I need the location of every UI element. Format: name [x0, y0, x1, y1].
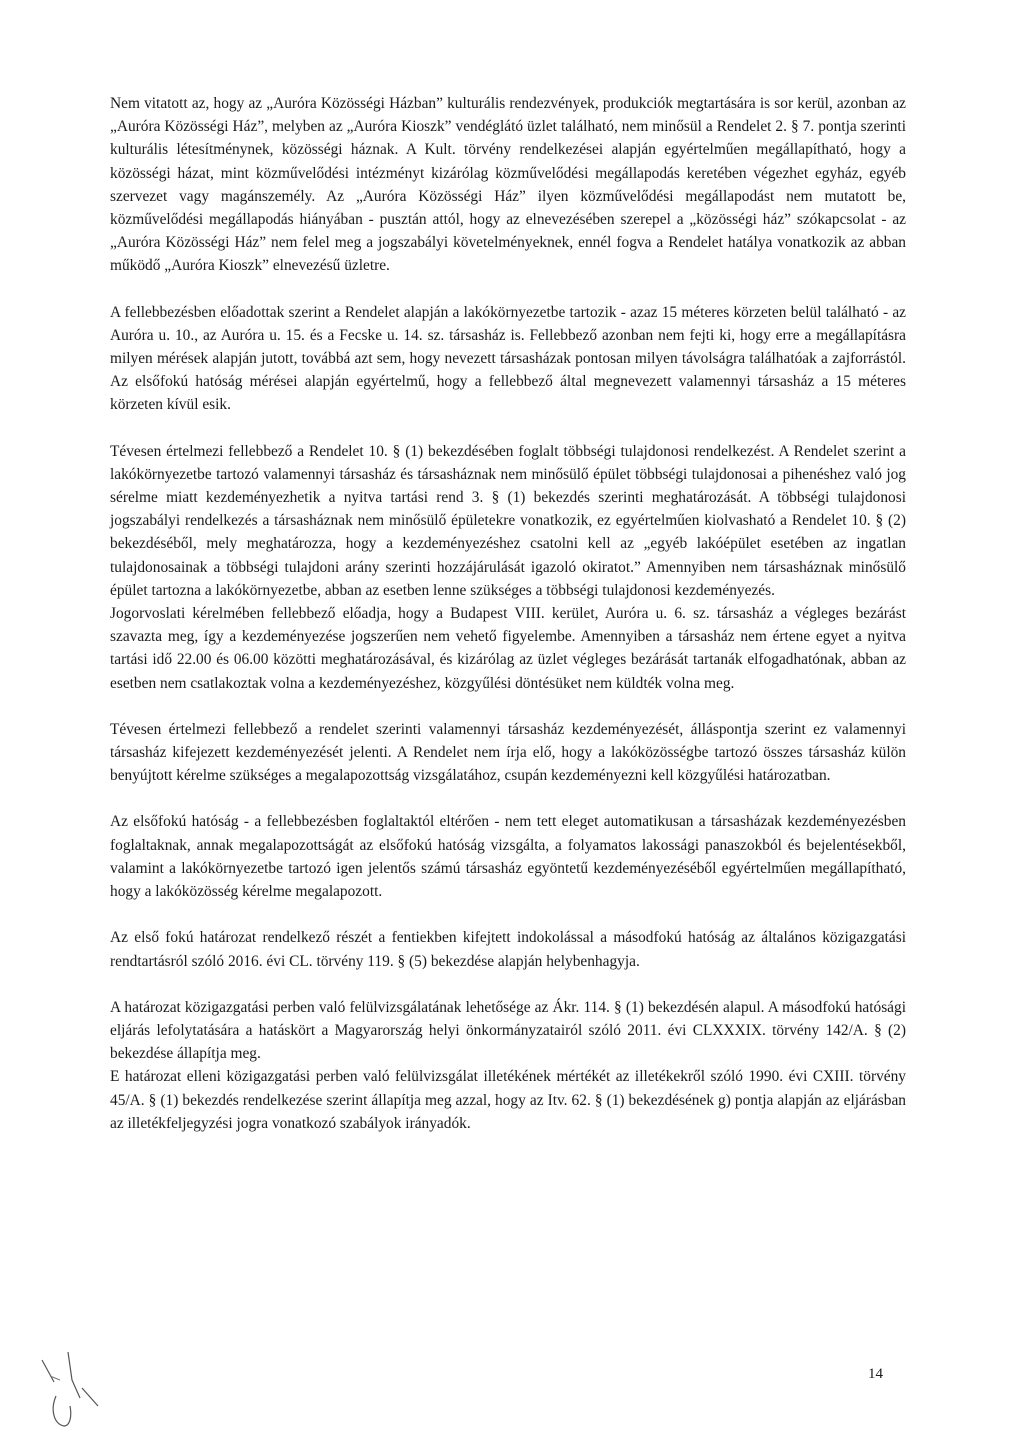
- paragraph-tobbsegi-tulajdonos: Tévesen értelmezi fellebbező a Rendelet 10. § (1) bekezdésében foglalt többségi tulajdonosi rendelkezést. A Rendelet szerint a lakókörnyezetbe tartozó valamennyi társasház és társasháznak nem minősülő épület többségi tulajdonosai a pihenéshez való jog sérelme miatt kezdeményezhetik a nyitva tartási rend 3. § (1) bekezdés szerinti meghatározását. A többségi tulajdonosi jogszabályi rendelkezés a társasháznak nem minősülő épületekre vonatkozik, ez egyértelműen kiolvasható a Rendelet 10. § (2) bekezdéséből, mely meghatározza, hogy a kezdeményezéshez csatolni kell az „egyéb lakóépület esetében az ingatlan tulajdonosainak a többségi tulajdoni arány szerinti hozzájárulását igazoló okiratot.” Amennyiben nem társasháznak minősülő épület tartozna a lakókörnyezetbe, abban az esetben lenne szükséges a többségi tulajdonosi kezdeményezés.: [110, 442, 906, 599]
- document-body: [110, 92, 906, 1135]
- paragraph-elsofoku-hatosag: Az elsőfokú hatóság - a fellebbezésben foglaltaktól eltérően - nem tett eleget automatikusan a társasházak kezdeményezésben foglaltaknak, annak megalapozottságát az elsőfokú hatóság vizsgálta, a folyamatos lakossági panaszokból és bejelentésekből, valamint a lakókörnyezetbe tartozó igen jelentős számú társasház egyöntetű kezdeményezéséből egyértelműen megállapítható, hogy a lakóközösség kérelme megalapozott.: [110, 813, 906, 901]
- paragraph-kulturalis-letesitmeny: Nem vitatott az, hogy az „Auróra Közösségi Házban” kulturális rendezvények, produkciók megtartására is sor kerül, azonban az „Auróra Közösségi Ház”, melyben az „Auróra Kioszk” vendéglátó üzlet található, nem minősül a Rendelet 2. § 7. pontja szerinti kulturális létesítménynek, közösségi háznak. A Kult. törvény rendelkezései alapján egyértelműen megállapítható, hogy a közösségi házat, mint közművelődési intézményt kizárólag közművelődési megállapodás keretében végezhet egyház, egyéb szervezet vagy magánszemély. Az „Auróra Közösségi Ház” ilyen közművelődési megállapodást nem mutatott be, közművelődési megállapodás hiányában - pusztán attól, hogy az elnevezésében szerepel a „közösségi ház” szókapcsolat - az „Auróra Közösségi Ház” nem felel meg a jogszabályi követelményeknek, ennél fogva a Rendelet hatálya vonatkozik az abban működő „Auróra Kioszk” elnevezésű üzletre.: [110, 95, 906, 275]
- paragraph-valamennyi-tarsashaz: Tévesen értelmezi fellebbező a rendelet szerinti valamennyi társasház kezdeményezését, álláspontja szerint ez valamennyi társasház kifejezett kezdeményezését jelenti. A Rendelet nem írja elő, hogy a lakóközösségbe tartozó összes társasház külön benyújtott kérelme szükséges a megalapozottság vizsgálatához, csupán kezdeményezni kell közgyűlési határozatban.: [110, 720, 906, 785]
- page-number: 14: [868, 1366, 883, 1382]
- paragraph-illetek: E határozat elleni közigazgatási perben való felülvizsgálat illetékének mértékét az illetékekről szóló 1990. évi CXIII. törvény 45/A. § (1) bekezdés rendelkezése szerint állapítja meg azzal, hogy az Itv. 62. § (1) bekezdésének g) pontja alapján az eljárásban az illetékfeljegyzési jogra vonatkozó szabályok irányadók.: [110, 1068, 906, 1132]
- paragraph-helybenhagyas: Az első fokú határozat rendelkező részét a fentiekben kifejtett indokolással a másodfokú hatóság az általános közigazgatási rendtartásról szóló 2016. évi CL. törvény 119. § (5) bekezdése alapján helybenhagyja.: [110, 929, 906, 970]
- handwritten-mark: [20, 1340, 130, 1435]
- paragraph-jogorvoslati-kerelem: Jogorvoslati kérelmében fellebbező előadja, hogy a Budapest VIII. kerület, Auróra u. 6. sz. társasház a végleges bezárást szavazta meg, így a kezdeményezése jogszerűen nem vehető figyelembe. Amennyiben a társasház nem értene egyet a nyitva tartási idő 22.00 és 06.00 közötti meghatározásával, és kizárólag az üzlet végleges bezárását tartanák elfogadhatónak, abban az esetben nem csatlakoztak volna a kezdeményezéshez, közgyűlési döntésüket nem küldték volna meg.: [110, 605, 906, 692]
- paragraph-felulvizsgalat: A határozat közigazgatási perben való felülvizsgálatának lehetősége az Ákr. 114. § (1) bekezdésén alapul. A másodfokú hatósági eljárás lefolytatására a hatáskört a Magyarország helyi önkormányzatairól szóló 2011. évi CLXXXIX. törvény 142/A. § (2) bekezdése állapítja meg.: [110, 998, 906, 1063]
- paragraph-lakokornyezet: A fellebbezésben előadottak szerint a Rendelet alapján a lakókörnyezetbe tartozik - azaz 15 méteres körzeten belül található - az Auróra u. 10., az Auróra u. 15. és a Fecske u. 14. sz. társasház is. Fellebbező azonban nem fejti ki, hogy erre a megállapításra milyen mérések alapján jutott, továbbá azt sem, hogy nevezett társasházak pontosan milyen távolságra találhatóak a zajforrástól. Az elsőfokú hatóság mérései alapján egyértelmű, hogy a fellebbező által megnevezett valamennyi társasház a 15 méteres körzeten kívül esik.: [110, 303, 906, 414]
